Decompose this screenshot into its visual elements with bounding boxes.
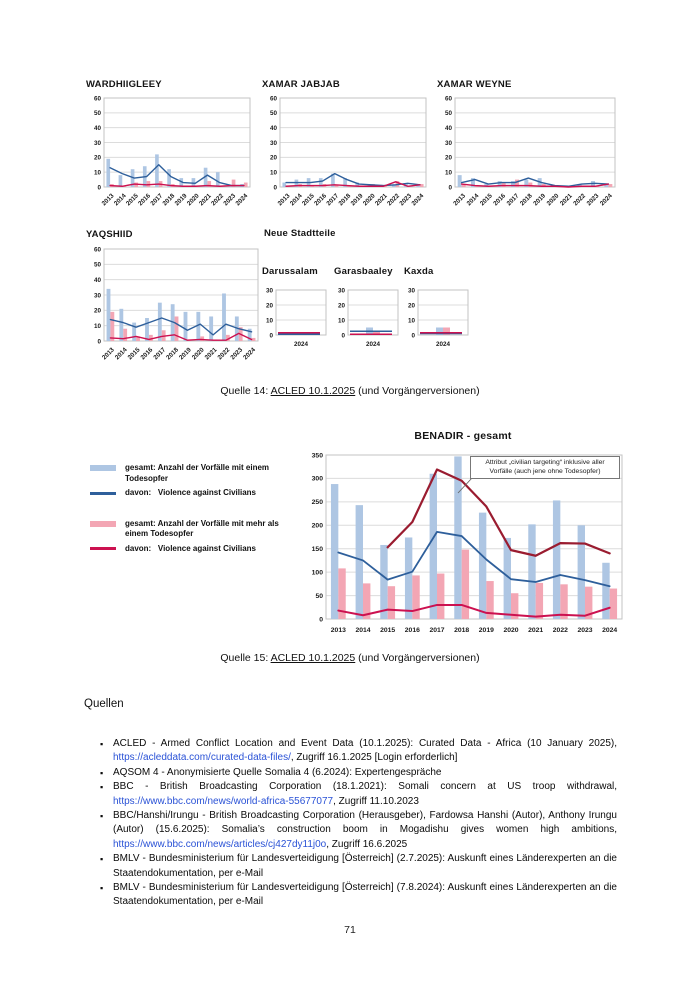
ward-canvas xyxy=(86,93,254,215)
line-davon-vac-mehr xyxy=(462,184,609,187)
source-item xyxy=(100,780,617,809)
svg-text:20: 20 xyxy=(93,307,101,315)
svg-text:20: 20 xyxy=(337,302,345,310)
svg-text:30: 30 xyxy=(407,287,415,295)
svg-text:2021: 2021 xyxy=(558,192,574,208)
svg-text:2016: 2016 xyxy=(137,192,152,208)
bullet-icon: ▪ xyxy=(100,767,104,778)
chart-darussalam xyxy=(262,266,332,349)
bullet-icon: ▪ xyxy=(100,811,104,822)
chart-title: Garasbaaley xyxy=(334,266,393,277)
chart-kaxda xyxy=(404,266,474,349)
svg-text:50: 50 xyxy=(444,110,452,118)
svg-text:30: 30 xyxy=(444,139,452,147)
svg-text:20: 20 xyxy=(93,154,101,162)
svg-text:2016: 2016 xyxy=(404,627,420,634)
chart-title: Darussalam xyxy=(262,266,318,277)
page-number: 71 xyxy=(344,924,356,936)
svg-text:2019: 2019 xyxy=(532,192,548,208)
svg-text:0: 0 xyxy=(97,184,101,192)
chart-title: Kaxda xyxy=(404,266,434,277)
yaqshiid-canvas xyxy=(86,243,262,369)
chart-title: WARDHIIGLEEY xyxy=(86,79,162,90)
svg-text:20: 20 xyxy=(407,302,415,310)
source-item xyxy=(100,881,617,910)
svg-text:2022: 2022 xyxy=(572,192,588,208)
svg-text:2015: 2015 xyxy=(126,346,142,362)
svg-text:20: 20 xyxy=(269,154,277,162)
svg-text:2024: 2024 xyxy=(365,341,381,348)
line-davon-vac-mehr xyxy=(338,605,609,617)
svg-text:2013: 2013 xyxy=(452,192,468,208)
source-text: , Zugriff 16.1.2025 [Login erforderlich] xyxy=(290,752,458,764)
svg-text:2017: 2017 xyxy=(149,192,165,208)
svg-text:50: 50 xyxy=(269,110,277,118)
line-davon-vac-ein xyxy=(338,532,609,586)
svg-text:150: 150 xyxy=(311,546,323,554)
darussalam-canvas xyxy=(262,287,332,349)
line-davon-vac-mehr xyxy=(110,184,244,186)
svg-text:2013: 2013 xyxy=(100,346,116,362)
svg-text:2013: 2013 xyxy=(100,192,116,208)
svg-text:50: 50 xyxy=(315,592,323,600)
caption-source-link-text: ACLED 10.1.2025 xyxy=(270,385,356,397)
chart-title: BENADIR - gesamt xyxy=(414,430,512,442)
svg-text:2017: 2017 xyxy=(325,192,341,208)
svg-text:2013: 2013 xyxy=(276,192,292,208)
svg-text:2019: 2019 xyxy=(173,192,189,208)
legend-label: davon: Violence against Civilians xyxy=(125,543,257,553)
svg-text:2014: 2014 xyxy=(288,192,304,208)
svg-text:2021: 2021 xyxy=(197,192,213,208)
svg-text:250: 250 xyxy=(311,499,323,507)
chart-title: YAQSHIID xyxy=(86,229,133,240)
svg-text:2024: 2024 xyxy=(234,192,250,208)
legend-entry xyxy=(90,519,304,540)
source-link[interactable]: https://www.bbc.com/news/articles/cj427dy11j0o xyxy=(113,838,327,850)
sources-list xyxy=(100,737,617,910)
svg-text:2018: 2018 xyxy=(518,192,534,208)
svg-text:0: 0 xyxy=(273,184,277,192)
svg-text:2020: 2020 xyxy=(185,192,201,208)
svg-text:10: 10 xyxy=(407,317,415,325)
garasbaaley-canvas xyxy=(334,287,404,349)
legend-swatch-bar xyxy=(90,521,116,527)
svg-text:2019: 2019 xyxy=(478,627,494,634)
bars-gesamt-ein-todesopfer xyxy=(107,289,252,341)
svg-text:2017: 2017 xyxy=(152,346,168,362)
chart-garasbaaley xyxy=(334,266,404,349)
source-text: , Zugriff 16.6.2025 xyxy=(326,838,408,850)
svg-text:2015: 2015 xyxy=(300,192,316,208)
svg-text:2024: 2024 xyxy=(602,627,618,634)
svg-text:2019: 2019 xyxy=(177,346,193,362)
svg-text:0: 0 xyxy=(448,184,452,192)
svg-text:2022: 2022 xyxy=(386,192,401,208)
svg-text:2024: 2024 xyxy=(410,192,426,208)
svg-text:2018: 2018 xyxy=(165,346,180,362)
svg-text:60: 60 xyxy=(444,95,452,103)
svg-text:2018: 2018 xyxy=(337,192,353,208)
svg-text:2020: 2020 xyxy=(190,346,206,362)
legend-entry xyxy=(90,488,304,499)
line-civilian-targeting-alle-vorfaelle xyxy=(388,470,610,556)
svg-text:30: 30 xyxy=(93,292,101,300)
jabjab-canvas xyxy=(262,93,430,215)
svg-text:20: 20 xyxy=(444,154,452,162)
svg-text:10: 10 xyxy=(93,169,101,177)
svg-text:30: 30 xyxy=(269,139,277,147)
chart-wardhiigleey xyxy=(86,79,254,215)
chart-benadir-gesamt xyxy=(298,430,628,643)
chart-title: XAMAR WEYNE xyxy=(437,79,512,90)
caption-prefix: Quelle 14: xyxy=(220,385,271,397)
source-text: AQSOM 4 - Anonymisierte Quelle Somalia 4 (6.2024): Expertengespräche xyxy=(113,766,442,778)
svg-text:0: 0 xyxy=(341,332,345,340)
bullet-icon: ▪ xyxy=(100,883,104,894)
neue-stadtteile-heading: Neue Stadtteile xyxy=(264,228,336,239)
bars-gesamt-ein-todesopfer xyxy=(331,456,610,619)
legend-entry xyxy=(90,463,304,484)
svg-text:2014: 2014 xyxy=(112,192,128,208)
svg-text:30: 30 xyxy=(265,287,273,295)
svg-text:200: 200 xyxy=(311,522,323,530)
svg-text:2017: 2017 xyxy=(505,192,521,208)
svg-text:0: 0 xyxy=(97,338,101,346)
source-item xyxy=(100,737,617,766)
svg-text:2022: 2022 xyxy=(216,346,232,362)
line-davon-vac-ein xyxy=(462,178,609,186)
source-text: BBC/Hanshi/Irungu - British Broadcasting Corporation (Herausgeber), Fardowsa Hanshi (Autor), Anthony Irungu (Autor) (15.6.2025): Somalia’s construction boom in Mogadishu gives women high ambitions, xyxy=(113,810,617,836)
line-davon-vac-mehr xyxy=(110,333,251,340)
svg-text:2024: 2024 xyxy=(293,341,309,348)
legend-swatch-bar xyxy=(90,465,116,471)
svg-text:10: 10 xyxy=(265,317,273,325)
caption-suffix: (und Vorgängerversionen) xyxy=(355,652,480,664)
svg-text:2015: 2015 xyxy=(124,192,140,208)
svg-text:0: 0 xyxy=(411,332,415,340)
svg-text:2014: 2014 xyxy=(113,346,129,362)
svg-text:2024: 2024 xyxy=(598,192,614,208)
svg-text:2023: 2023 xyxy=(577,627,593,634)
chart-yaqshiid xyxy=(86,229,262,369)
svg-text:2023: 2023 xyxy=(222,192,238,208)
bars-gesamt-ein-todesopfer xyxy=(106,154,243,187)
svg-text:2014: 2014 xyxy=(465,192,481,208)
chart-xamar-jabjab xyxy=(262,79,430,215)
svg-text:50: 50 xyxy=(93,261,101,269)
civilian-targeting-annotation: Attribut „civilian targeting“ inklusive aller Vorfälle (auch jene ohne Todesopfer) xyxy=(470,456,620,479)
svg-text:2014: 2014 xyxy=(355,627,371,634)
chart-title: XAMAR JABJAB xyxy=(262,79,340,90)
svg-text:2023: 2023 xyxy=(398,192,414,208)
bullet-icon: ▪ xyxy=(100,739,104,749)
source-text: BMLV - Bundesministerium für Landesverteidigung [Österreich] (2.7.2025): Auskunft eines Länderexperten an die Staatendokumentation, per e-Mail xyxy=(113,853,617,879)
svg-text:2021: 2021 xyxy=(203,346,219,362)
svg-text:30: 30 xyxy=(337,287,345,295)
source-text: , Zugriff 11.10.2023 xyxy=(333,795,419,807)
svg-text:10: 10 xyxy=(337,317,345,325)
svg-text:350: 350 xyxy=(311,452,323,460)
legend-entry xyxy=(90,544,304,555)
svg-text:2024: 2024 xyxy=(435,341,451,348)
svg-text:300: 300 xyxy=(311,475,323,483)
legend-label: gesamt: Anzahl der Vorfälle mit einem Todesopfer xyxy=(125,463,270,483)
svg-text:20: 20 xyxy=(265,302,273,310)
svg-text:40: 40 xyxy=(269,124,277,132)
legend-label: davon: Violence against Civilians xyxy=(125,488,257,497)
svg-text:50: 50 xyxy=(93,110,101,118)
benadir-legend xyxy=(90,463,304,554)
svg-text:60: 60 xyxy=(93,246,101,254)
svg-text:60: 60 xyxy=(93,95,101,103)
svg-text:10: 10 xyxy=(444,169,452,177)
source-link[interactable]: https://www.bbc.com/news/world-africa-55677077 xyxy=(113,795,334,807)
caption-prefix: Quelle 15: xyxy=(220,652,271,664)
quelle-15-caption xyxy=(0,652,700,664)
svg-text:2016: 2016 xyxy=(139,346,155,362)
svg-text:2020: 2020 xyxy=(545,192,561,208)
bullet-icon: ▪ xyxy=(100,854,104,865)
source-item xyxy=(100,852,617,881)
svg-text:10: 10 xyxy=(93,322,101,330)
svg-text:2018: 2018 xyxy=(161,192,177,208)
bars-gesamt-mehr-todesopfer xyxy=(338,550,617,619)
kaxda-canvas xyxy=(404,287,474,349)
svg-text:2018: 2018 xyxy=(454,627,470,634)
svg-text:2015: 2015 xyxy=(478,192,494,208)
source-text: BMLV - Bundesministerium für Landesverteidigung [Österreich] (7.8.2024): Auskunft eines Länderexperten an die Staatendokumentation, per e-Mail xyxy=(113,882,617,908)
caption-suffix: (und Vorgängerversionen) xyxy=(355,385,480,397)
svg-text:60: 60 xyxy=(269,95,277,103)
source-text: BBC - British Broadcasting Corporation (18.1.2021): Somali concern at US troop withdrawal, xyxy=(113,781,617,793)
legend-swatch-line xyxy=(90,547,116,550)
svg-text:2021: 2021 xyxy=(528,627,544,634)
svg-text:10: 10 xyxy=(269,169,277,177)
svg-text:2022: 2022 xyxy=(210,192,225,208)
svg-text:40: 40 xyxy=(93,276,101,284)
svg-text:2022: 2022 xyxy=(552,627,568,634)
svg-text:2019: 2019 xyxy=(349,192,365,208)
svg-text:40: 40 xyxy=(444,124,452,132)
weyne-canvas xyxy=(437,93,619,215)
bullet-icon: ▪ xyxy=(100,782,104,793)
caption-source-link-text: ACLED 10.1.2025 xyxy=(270,652,356,664)
svg-text:100: 100 xyxy=(311,569,323,577)
svg-text:2013: 2013 xyxy=(330,627,346,634)
svg-text:30: 30 xyxy=(93,139,101,147)
svg-text:2020: 2020 xyxy=(361,192,377,208)
source-item xyxy=(100,766,617,780)
svg-text:2023: 2023 xyxy=(585,192,601,208)
svg-text:2020: 2020 xyxy=(503,627,519,634)
quelle-14-caption xyxy=(0,385,700,397)
svg-text:2016: 2016 xyxy=(492,192,508,208)
svg-text:2021: 2021 xyxy=(373,192,389,208)
svg-text:0: 0 xyxy=(269,332,273,340)
line-davon-vac-ein xyxy=(110,318,251,335)
source-item xyxy=(100,809,617,852)
svg-text:2024: 2024 xyxy=(242,346,257,362)
line-davon-vac-ein xyxy=(110,165,244,186)
source-link[interactable]: https://acleddata.com/curated-data-files/ xyxy=(113,752,291,764)
svg-text:2023: 2023 xyxy=(229,346,245,362)
quellen-heading: Quellen xyxy=(84,698,124,710)
chart-xamar-weyne xyxy=(437,79,619,215)
svg-text:2015: 2015 xyxy=(380,627,396,634)
source-text: ACLED - Armed Conflict Location and Event Data (10.1.2025): Curated Data - Africa (10 January 2025), xyxy=(113,738,617,749)
svg-text:2017: 2017 xyxy=(429,627,445,634)
svg-text:2016: 2016 xyxy=(313,192,328,208)
legend-swatch-line xyxy=(90,492,116,495)
svg-text:40: 40 xyxy=(93,124,101,132)
svg-text:0: 0 xyxy=(319,616,323,624)
legend-label: gesamt: Anzahl der Vorfälle mit mehr als einem Todesopfer xyxy=(125,518,279,538)
